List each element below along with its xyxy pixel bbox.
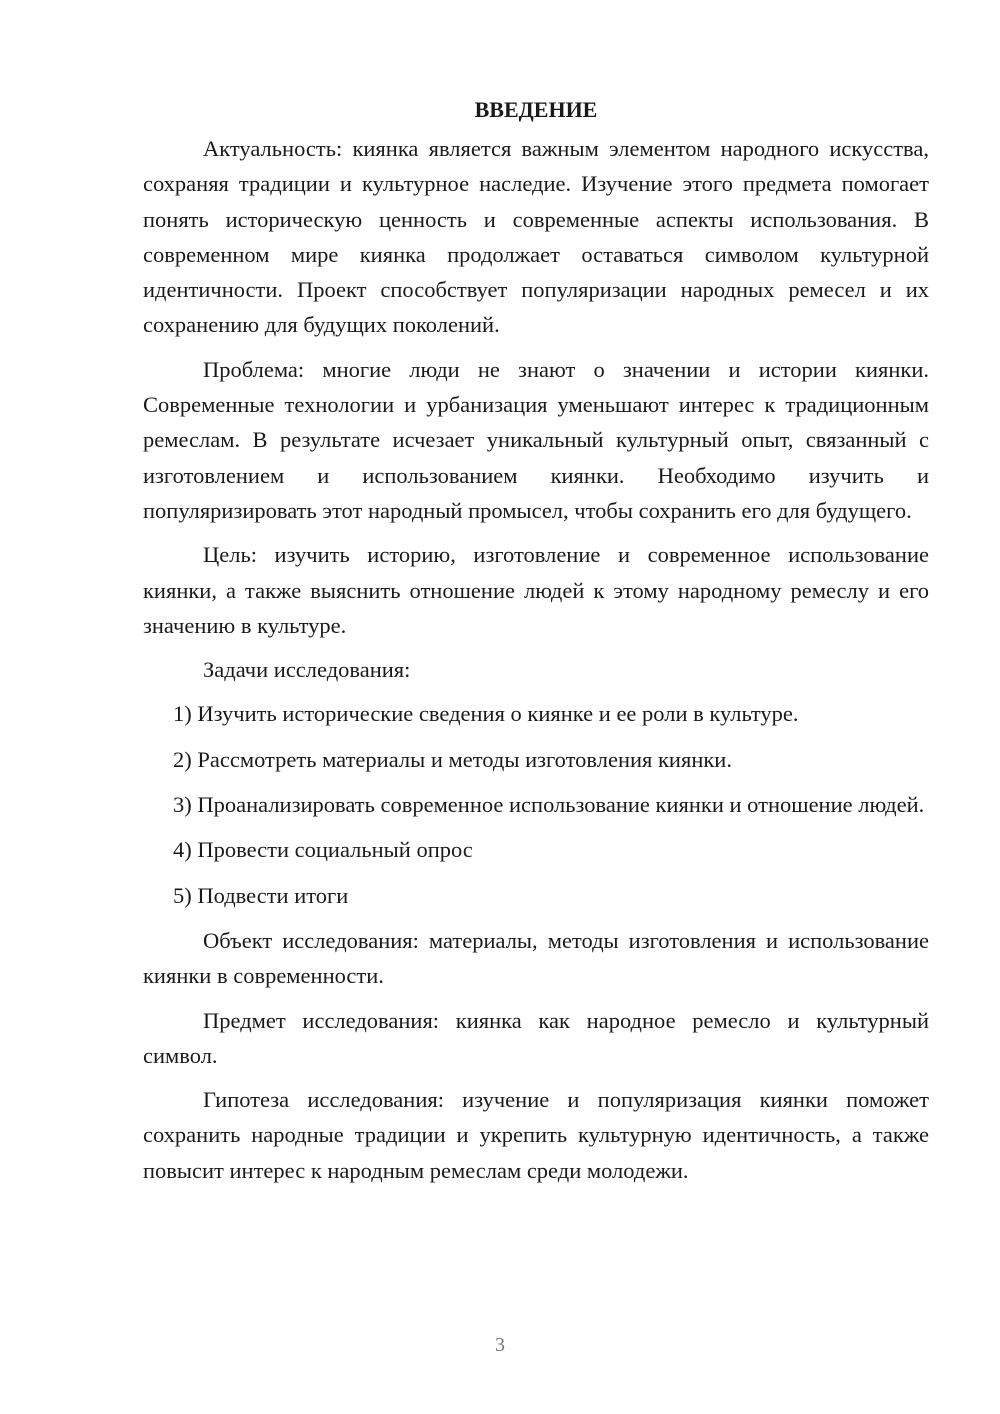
- tasks-heading: Задачи исследования:: [203, 657, 411, 683]
- subject-paragraph: Предмет исследования: киянка как народное ремесло и культурный символ.: [143, 1007, 929, 1068]
- task-item-1: 1) Изучить исторические сведения о киянке и ее роли в культуре.: [173, 701, 799, 727]
- tasks-list: [143, 696, 929, 912]
- task-item-5: 5) Подвести итоги: [173, 882, 349, 908]
- problem-paragraph: Проблема: многие люди не знают о значении и истории киянки. Современные технологии и урбанизация уменьшают интерес к традиционным ремеслам. В результате исчезает уникальный культурный опыт, связанный с изготовлением и использованием киянки. Необходимо изучить и популяризировать этот народный промысел, чтобы сохранить его для будущего.: [143, 356, 929, 523]
- task-item-4: 4) Провести социальный опрос: [173, 837, 473, 863]
- hypothesis-paragraph: Гипотеза исследования: изучение и популяризация киянки поможет сохранить народные традиции и укрепить культурную идентичность, а также повысит интерес к народным ремеслам среди молодежи.: [143, 1087, 929, 1183]
- relevance-paragraph: Актуальность: киянка является важным элементом народного искусства, сохраняя традиции и культурное наследие. Изучение этого предмета помогает понять историческую ценность и современные аспекты использования. В современном мире киянка продолжает оставаться символом культурной идентичности. Проект способствует популяризации народных ремесел и их сохранению для будущих поколений.: [143, 136, 929, 338]
- goal-paragraph: Цель: изучить историю, изготовление и современное использование киянки, а также выяснить отношение людей к этому народному ремеслу и его значению в культуре.: [143, 542, 929, 638]
- page-number: 3: [495, 1334, 505, 1356]
- task-item-3: 3) Проанализировать современное использование киянки и отношение людей.: [173, 792, 925, 818]
- page-content: [143, 92, 929, 1197]
- section-heading: ВВЕДЕНИЕ: [474, 97, 598, 122]
- object-paragraph: Объект исследования: материалы, методы изготовления и использование киянки в современности.: [143, 927, 929, 989]
- task-item-2: 2) Рассмотреть материалы и методы изготовления киянки.: [173, 746, 732, 772]
